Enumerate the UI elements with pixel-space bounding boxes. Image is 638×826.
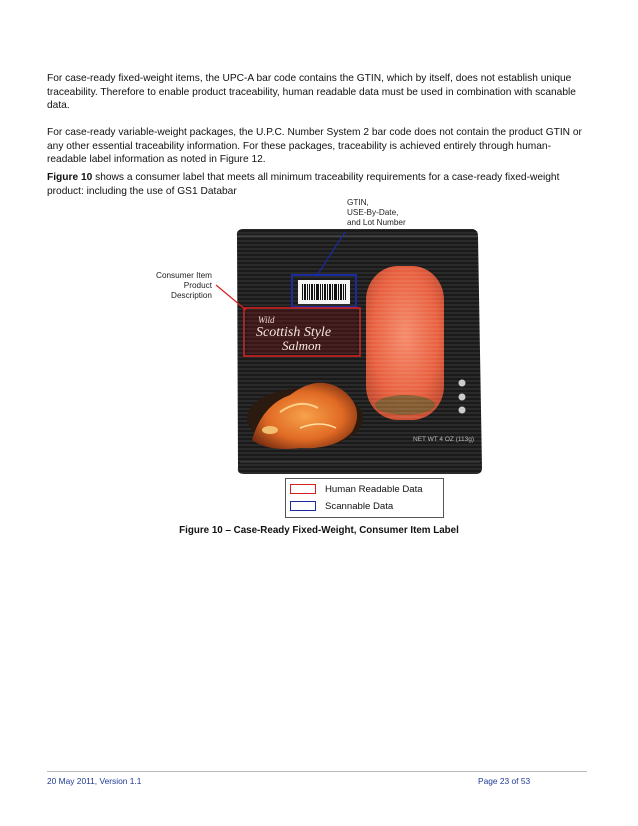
footer-page-number: Page 23 of 53 bbox=[478, 776, 531, 786]
consumer-callout-line-3: Description bbox=[171, 291, 212, 301]
figure-reference: Figure 10 bbox=[47, 172, 93, 183]
gtin-callout bbox=[347, 198, 406, 229]
package-icon-2 bbox=[459, 394, 466, 401]
label-prefix-text: Wild bbox=[258, 315, 275, 325]
legend-scannable-label: Scannable Data bbox=[325, 500, 394, 512]
consumer-callout-line-1: Consumer Item bbox=[156, 271, 212, 280]
gtin-callout-line-1: GTIN, bbox=[347, 198, 369, 207]
legend-human-swatch bbox=[290, 484, 316, 494]
package-icon-3 bbox=[459, 407, 466, 414]
paragraph-variable-weight: For case-ready variable-weight packages, the U.P.C. Number System 2 bar code does not contain the product GTIN or any other essential traceability information. For these packages, traceability is achieved entirely through human-readable label information as noted in Figure 12. bbox=[47, 127, 582, 166]
consumer-item-callout bbox=[140, 271, 212, 302]
paragraph-fixed-weight: For case-ready fixed-weight items, the UPC-A bar code contains the GTIN, which by itself, does not establish unique traceability. Therefore to enable product traceability, human readable data must be used in combination with scanable data. bbox=[47, 73, 576, 112]
consumer-callout-line-2: Product bbox=[183, 281, 212, 291]
gtin-callout-line-3: and Lot Number bbox=[347, 218, 406, 228]
footer-rule bbox=[47, 771, 587, 772]
legend-human-label: Human Readable Data bbox=[325, 483, 423, 495]
figure-legend bbox=[285, 478, 444, 518]
footer-date-version: 20 May 2011, Version 1.1 bbox=[47, 776, 142, 786]
gtin-callout-line-2: USE-By-Date, bbox=[347, 208, 399, 218]
legend-scannable bbox=[290, 499, 393, 513]
package-icon-1 bbox=[459, 380, 466, 387]
label-script-text: Scottish Style bbox=[256, 325, 332, 340]
net-weight-text: NET WT 4 OZ (113g) bbox=[412, 436, 474, 443]
figure-caption: Figure 10 – Case-Ready Fixed-Weight, Consumer Item Label bbox=[179, 525, 459, 536]
intro-text: shows a consumer label that meets all minimum traceability requirements for a case-ready fixed-weight product: including the use of GS1 Databar bbox=[47, 172, 560, 197]
label-word-text: Salmon bbox=[282, 338, 321, 353]
legend-human-readable bbox=[290, 482, 423, 496]
legend-scannable-swatch bbox=[290, 501, 316, 511]
